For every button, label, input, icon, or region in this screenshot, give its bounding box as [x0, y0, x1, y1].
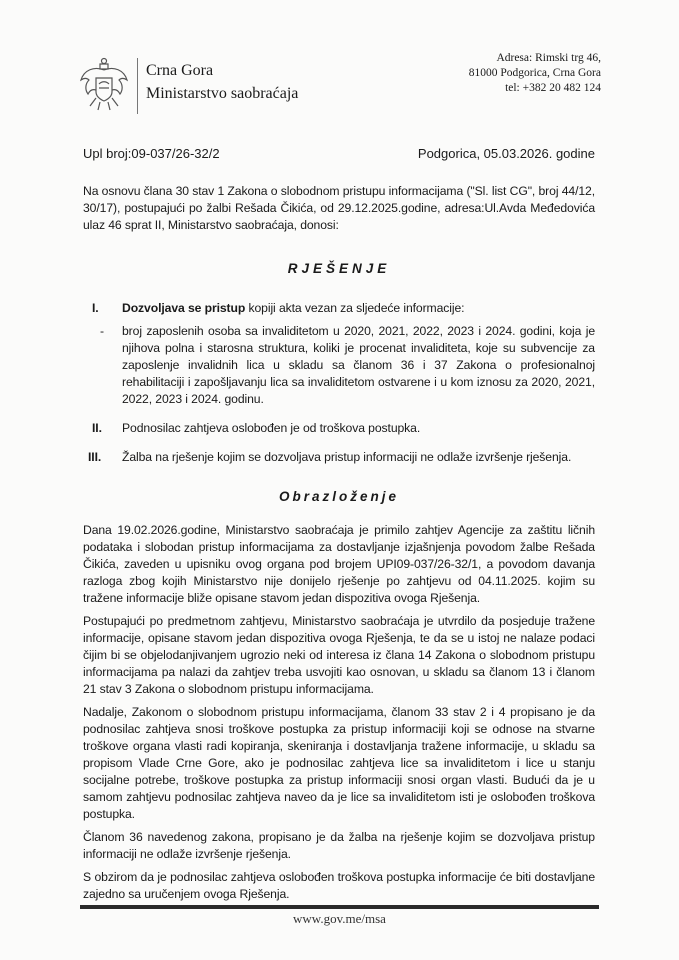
bullet-dash: -: [100, 324, 104, 338]
footer-url: www.gov.me/msa: [293, 911, 386, 926]
reasoning-title: Obrazloženje: [278, 489, 400, 504]
address-line: Adresa: Rimski trg 46,: [496, 52, 601, 64]
decision-item-1: [83, 300, 595, 317]
item-text: broj zaposlenih osoba sa invaliditetom u 2020, 2021, 2022, 2023 i 2024. godini, koja je njihova polna i starosna struktura, koliki je procenat invaliditeta, koje su subvencije za zaposlenje invalidnih lica u skladu sa članom 36 i 37 Zakona o profesionalnoj rehabilitaciji i zapošljavanju lica sa invaliditetom ostvarene i u kom iznosu za 2020, 2021, 2022, 2023 i 2024. godinu.: [122, 324, 595, 406]
address-line: tel: +382 20 482 124: [505, 82, 601, 94]
item-text: kopiji akta vezan za sljedeće informacije:: [245, 301, 465, 315]
item-bold: Dozvoljava se pristup: [122, 301, 246, 315]
address-line: 81000 Podgorica, Crna Gora: [468, 67, 601, 79]
item-text: Podnosilac zahtjeva oslobođen je od troškova postupka.: [122, 421, 421, 435]
item-number: II.: [92, 421, 102, 435]
reasoning-paragraph: Nadalje, Zakonom o slobodnom pristupu informacijama, članom 33 stav 2 i 4 propisano je da podnosilac zahtjeva snosi troškove postupka za pristup informaciji koji se odnose na stvarne troškove organa vlasti radi kopiranja, skeniranja i dostavljanja tražene informacije, u skladu sa propisom Vlade Crne Gore, ako je podnosilac zahtjeva lice sa invaliditetom i lice u stanju socijalne potrebe, troškove postupka za pristup informaciji snosi organ vlasti. Budući da je u samom zahtjevu podnosilac zahtjeva naveo da je lice sa invaliditetom isti je oslobođen troškova postupka.: [83, 705, 595, 821]
intro-paragraph: Na osnovu člana 30 stav 1 Zakona o slobodnom pristupu informacijama ("Sl. list CG", broj 44/12, 30/17), postupajući po žalbi Rešada Čikića, od 29.12.2025.godine, adresa:Ul.Avda Međedovića ulaz 46 sprat II, Ministarstvo saobraćaja, donosi:: [83, 184, 595, 232]
address-block: [469, 51, 601, 96]
item-number: I.: [92, 301, 99, 315]
decision-title: RJEŠENJE: [287, 261, 391, 276]
header-divider: [137, 58, 138, 114]
document-body: [83, 145, 595, 903]
reference-number: Upl broj:09-037/26-32/2: [83, 146, 220, 161]
item-number: III.: [88, 450, 102, 464]
decision-subitem: [83, 323, 595, 408]
ministry-name: Ministarstvo saobraćaja: [146, 85, 299, 102]
item-text: Žalba na rješenje kojim se dozvoljava pristup informaciji ne odlaže izvršenje rješenja.: [122, 450, 572, 464]
decision-item-2: [83, 420, 595, 437]
footer-rule: [80, 905, 599, 909]
document-date: Podgorica, 05.03.2026. godine: [417, 146, 595, 161]
reasoning-paragraph: Članom 36 navedenog zakona, propisano je da žalba na rješenje kojim se dozvoljava pristup informaciji ne odlaže izvršenje rješenja.: [83, 830, 595, 861]
coat-of-arms-icon: [78, 56, 130, 112]
reasoning-paragraph: Postupajući po predmetnom zahtjevu, Ministarstvo saobraćaja je utvrdilo da posjeduje tražene informacije, opisane stavom jedan dispozitiva ovoga Rješenja, te da se u istoj ne nalaze podaci čijim bi se objelodanjivanjem ugrozio neki od interesa iz člana 14 Zakona o slobodnom pristupu informacijama pa nalazi da zahtjev treba usvojiti kao osnovan, u skladu sa članom 13 i članom 21 stav 3 Zakona o slobodnom pristupu informacijama.: [83, 614, 595, 696]
country-name: Crna Gora: [146, 62, 214, 79]
reasoning-paragraph: S obzirom da je podnosilac zahtjeva oslobođen troškova postupka informacije će biti dostavljane zajedno sa uručenjem ovoga Rješenja.: [83, 870, 595, 901]
decision-item-3: [83, 449, 595, 466]
reference-row: [83, 145, 595, 162]
reasoning-paragraph: Dana 19.02.2026.godine, Ministarstvo saobraćaja je primilo zahtjev Agencije za zaštitu ličnih podataka i slobodan pristup informacijama za dostavljanje izjašnjenja povodom žalbe Rešada Čikića, zaveden u upisniku ovog organa pod brojem UPI09-037/26-32/1, a povodom davanja razloga zbog kojih Ministarstvo nije donijelo rješenje po zahtjevu od 04.11.2025. kojim su tražene informacije bliže opisane stavom jedan dispozitiva ovoga Rješenja.: [83, 523, 595, 605]
